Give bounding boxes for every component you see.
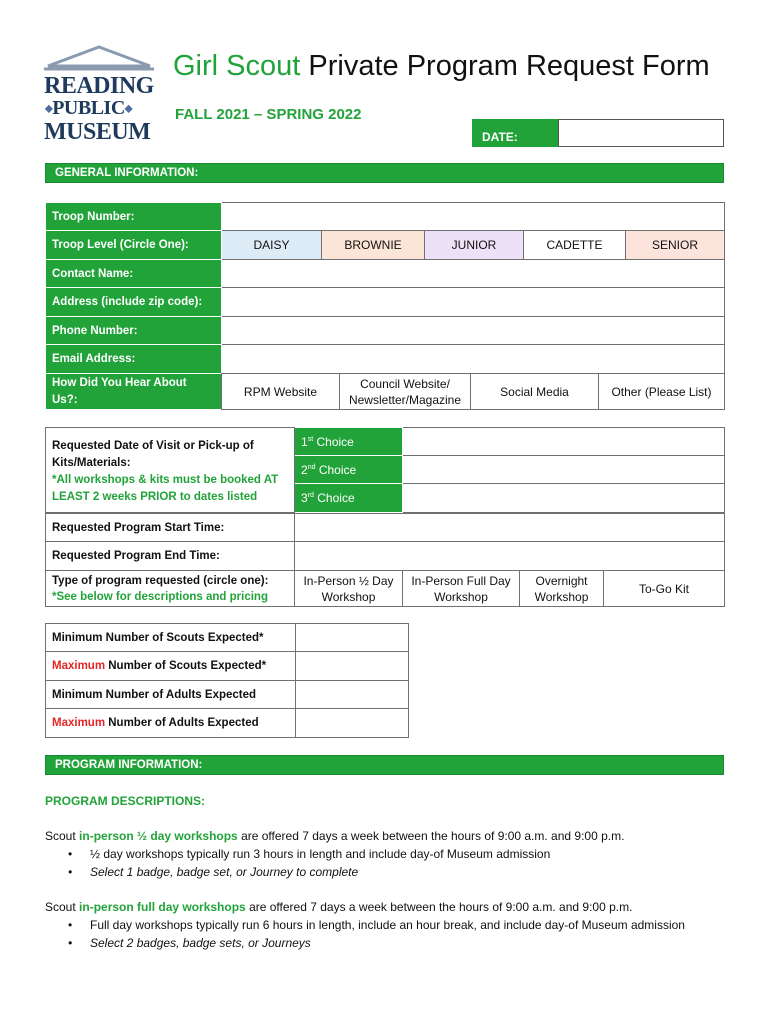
level-senior[interactable]: SENIOR [626, 231, 725, 260]
start-time-field[interactable] [295, 514, 725, 542]
address-field[interactable] [222, 288, 725, 317]
date-field[interactable] [558, 119, 724, 147]
type-full-day[interactable]: In-Person Full Day Workshop [403, 571, 520, 607]
min-adults-field[interactable] [296, 681, 409, 709]
diamond-icon: ◆ [124, 103, 132, 115]
program-time-table [45, 513, 725, 607]
counts-table [45, 623, 409, 738]
level-cadette[interactable]: CADETTE [524, 231, 626, 260]
program-info-header: PROGRAM INFORMATION: [45, 755, 724, 775]
program-type-label: Type of program requested (circle one): [52, 574, 269, 587]
choice-1-field[interactable] [403, 428, 725, 456]
type-half-day[interactable]: In-Person ½ Day Workshop [295, 571, 403, 607]
troop-level-label: Troop Level (Circle One): [46, 231, 222, 260]
choice-3-field[interactable] [403, 484, 725, 513]
source-council-website[interactable]: Council Website/ Newsletter/Magazine [340, 374, 471, 410]
diamond-icon: ◆ [45, 103, 53, 115]
visit-table [45, 427, 725, 513]
choice-1-label: 1st Choice [295, 428, 403, 456]
title-girl-scout: Girl Scout [173, 50, 301, 82]
booking-note: *All workshops & kits must be booked AT LEAST 2 weeks PRIOR to dates listed [52, 474, 279, 503]
phone-label: Phone Number: [46, 317, 222, 345]
max-scouts-field[interactable] [296, 652, 409, 681]
troop-number-label: Troop Number: [46, 203, 222, 231]
type-overnight[interactable]: Overnight Workshop [520, 571, 604, 607]
min-scouts-field[interactable] [296, 624, 409, 652]
half-day-description: Scout in-person ½ day workshops are offered 7 days a week between the hours of 9:00 a.m. and 9:00 p.m. [45, 829, 625, 843]
half-day-bullet-2: • Select 1 badge, badge set, or Journey to complete [70, 865, 358, 879]
visit-date-label: Requested Date of Visit or Pick-up of Kits/Materials: [52, 440, 254, 469]
email-label: Email Address: [46, 345, 222, 374]
full-day-description: Scout in-person full day workshops are offered 7 days a week between the hours of 9:00 a.m. and 9:00 p.m. [45, 900, 633, 914]
source-other[interactable]: Other (Please List) [599, 374, 725, 410]
pricing-note: *See below for descriptions and pricing [52, 590, 268, 603]
troop-number-field[interactable] [222, 203, 725, 231]
museum-roof-icon [40, 44, 158, 72]
full-day-bullet-2: • Select 2 badges, badge sets, or Journeys [70, 936, 311, 950]
min-adults-label: Minimum Number of Adults Expected [46, 681, 296, 709]
end-time-label: Requested Program End Time: [46, 542, 295, 571]
source-social-media[interactable]: Social Media [471, 374, 599, 410]
email-field[interactable] [222, 345, 725, 374]
title-rest: Private Program Request Form [308, 50, 710, 82]
half-day-bullet-1: • ½ day workshops typically run 3 hours in length and include day-of Museum admission [70, 847, 550, 861]
level-junior[interactable]: JUNIOR [425, 231, 524, 260]
full-day-bullet-1: • Full day workshops typically run 6 hours in length, include an hour break, and include day-of Museum admission [70, 918, 685, 932]
min-scouts-label: Minimum Number of Scouts Expected* [46, 624, 296, 652]
sources-row [221, 373, 725, 410]
phone-field[interactable] [222, 317, 725, 345]
season-label: FALL 2021 – SPRING 2022 [175, 106, 362, 123]
max-scouts-label: Maximum Number of Scouts Expected* [46, 652, 296, 681]
choice-2-field[interactable] [403, 456, 725, 484]
level-brownie[interactable]: BROWNIE [322, 231, 425, 260]
type-to-go-kit[interactable]: To-Go Kit [604, 571, 725, 607]
logo-line1: READING [44, 73, 154, 99]
logo-line2: PUBLIC [52, 97, 125, 119]
address-label: Address (include zip code): [46, 288, 222, 317]
contact-name-label: Contact Name: [46, 260, 222, 288]
source-rpm-website[interactable]: RPM Website [222, 374, 340, 410]
max-adults-label: Maximum Number of Adults Expected [46, 709, 296, 738]
visit-date-cell [46, 428, 295, 513]
start-time-label: Requested Program Start Time: [46, 514, 295, 542]
logo-line3: MUSEUM [44, 119, 151, 145]
general-info-header: GENERAL INFORMATION: [45, 163, 724, 183]
end-time-field[interactable] [295, 542, 725, 571]
program-type-cell [46, 571, 295, 607]
choice-2-label: 2nd Choice [295, 456, 403, 484]
museum-logo [40, 44, 158, 144]
program-descriptions-heading: PROGRAM DESCRIPTIONS: [45, 794, 206, 808]
level-daisy[interactable]: DAISY [222, 231, 322, 260]
choice-3-label: 3rd Choice [295, 484, 403, 513]
date-label: DATE: [472, 119, 558, 147]
contact-name-field[interactable] [222, 260, 725, 288]
form-title [173, 50, 710, 83]
max-adults-field[interactable] [296, 709, 409, 738]
hear-about-label: How Did You Hear About Us?: [46, 374, 222, 410]
